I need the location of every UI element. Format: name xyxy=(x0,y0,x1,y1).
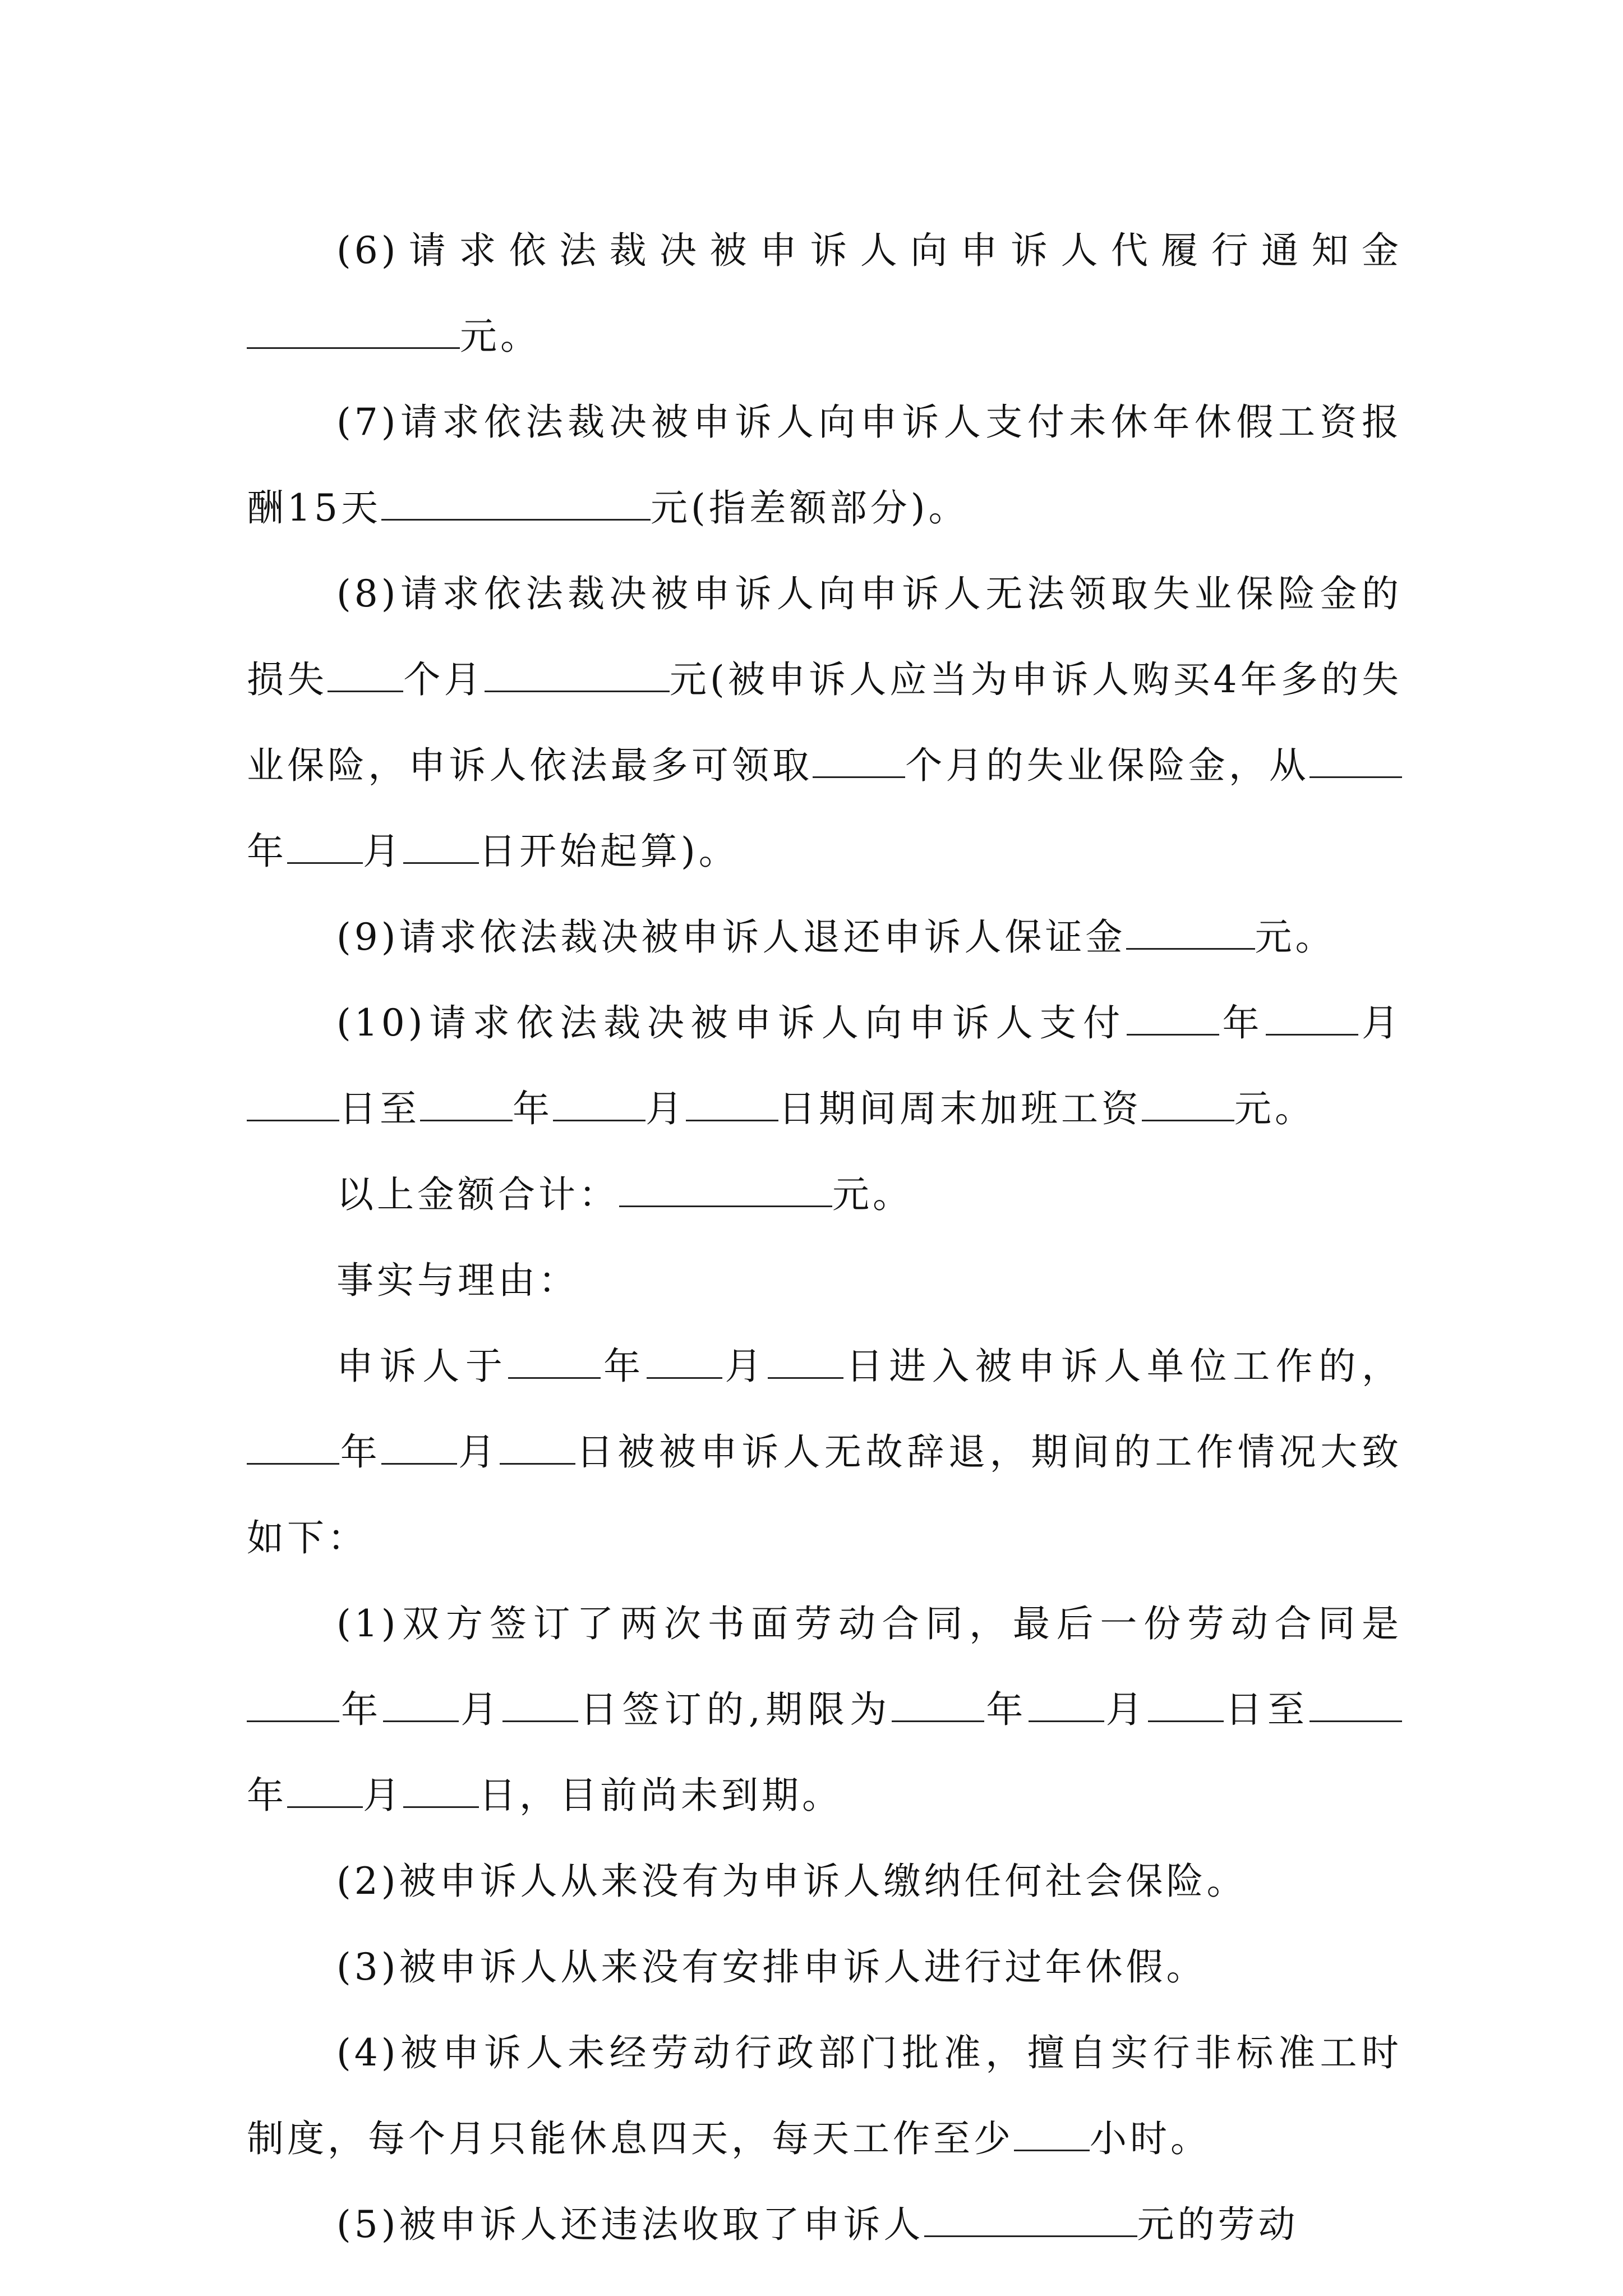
facts-intro: 申诉人于 年 月 日进入被申诉人单位工作的，年 月 日被被申诉人无故辞退，期间的工作情况大致如下： xyxy=(247,1345,1403,1559)
blank xyxy=(1126,915,1255,950)
blank xyxy=(892,1687,984,1722)
blank xyxy=(686,1087,778,1121)
blank xyxy=(813,743,905,778)
blank xyxy=(247,314,460,349)
blank xyxy=(1029,1687,1104,1722)
blank xyxy=(1310,743,1402,778)
blank xyxy=(287,829,363,864)
fact-3: (3)被申诉人从来没有安排申诉人进行过年休假。 xyxy=(336,1945,1207,1989)
blank xyxy=(247,1687,339,1722)
fact-2: (2)被申诉人从来没有为申诉人缴纳任何社会保险。 xyxy=(336,1860,1247,1903)
blank xyxy=(502,1687,578,1722)
blank xyxy=(328,657,403,692)
blank xyxy=(247,1087,339,1121)
fact-1: (1)双方签订了两次书面劳动合同，最后一份劳动合同是年 月 日签订的,期限为 年 月 日至年 月 日，目前尚未到期。 xyxy=(247,1602,1402,1817)
blank xyxy=(553,1087,645,1121)
blank xyxy=(381,486,651,521)
blank xyxy=(924,2202,1137,2237)
blank xyxy=(768,1344,843,1379)
blank xyxy=(500,1430,575,1465)
blank xyxy=(403,829,479,864)
claim-10: (10)请求依法裁决被申诉人向申诉人支付 年 月日至 年 月 日期间周末加班工资 元。 xyxy=(247,980,1402,1152)
claim-6: (6)请求依法裁决被申诉人向申诉人代履行通知金元。 xyxy=(247,208,1402,379)
blank xyxy=(647,1344,722,1379)
total-amount: 以上金额合计： 元。 xyxy=(336,1173,913,1216)
blank xyxy=(287,1773,363,1808)
claim-8: (8)请求依法裁决被申诉人向申诉人无法领取失业保险金的损失 个月 元(被申诉人应当为申诉人购买4年多的失业保险，申诉人依法最多可领取 个月的失业保险金，从年 月 日开始起算)。 xyxy=(247,572,1403,873)
blank xyxy=(1310,1687,1402,1722)
blank xyxy=(1014,2116,1090,2151)
blank xyxy=(1142,1087,1234,1121)
blank xyxy=(485,657,670,692)
blank xyxy=(247,1430,339,1465)
blank xyxy=(420,1087,513,1121)
blank xyxy=(619,1172,832,1207)
blank xyxy=(383,1687,459,1722)
fact-4: (4)被申诉人未经劳动行政部门批准，擅自实行非标准工时制度，每个月只能休息四天，每天工作至少 小时。 xyxy=(247,2031,1402,2160)
blank xyxy=(1127,1001,1219,1036)
blank xyxy=(381,1430,457,1465)
document-body xyxy=(247,208,1402,2267)
blank xyxy=(1266,1001,1358,1036)
claim-7: (7)请求依法裁决被申诉人向申诉人支付未休年休假工资报酬15天 元(指差额部分)。 xyxy=(247,401,1402,530)
blank xyxy=(1148,1687,1224,1722)
facts-heading: 事实与理由： xyxy=(336,1259,579,1302)
fact-5: (5)被申诉人还违法收取了申诉人 元的劳动 xyxy=(336,2203,1299,2246)
claim-9: (9)请求依法裁决被申诉人退还申诉人保证金 元。 xyxy=(336,915,1336,959)
blank xyxy=(508,1344,601,1379)
blank xyxy=(403,1773,479,1808)
